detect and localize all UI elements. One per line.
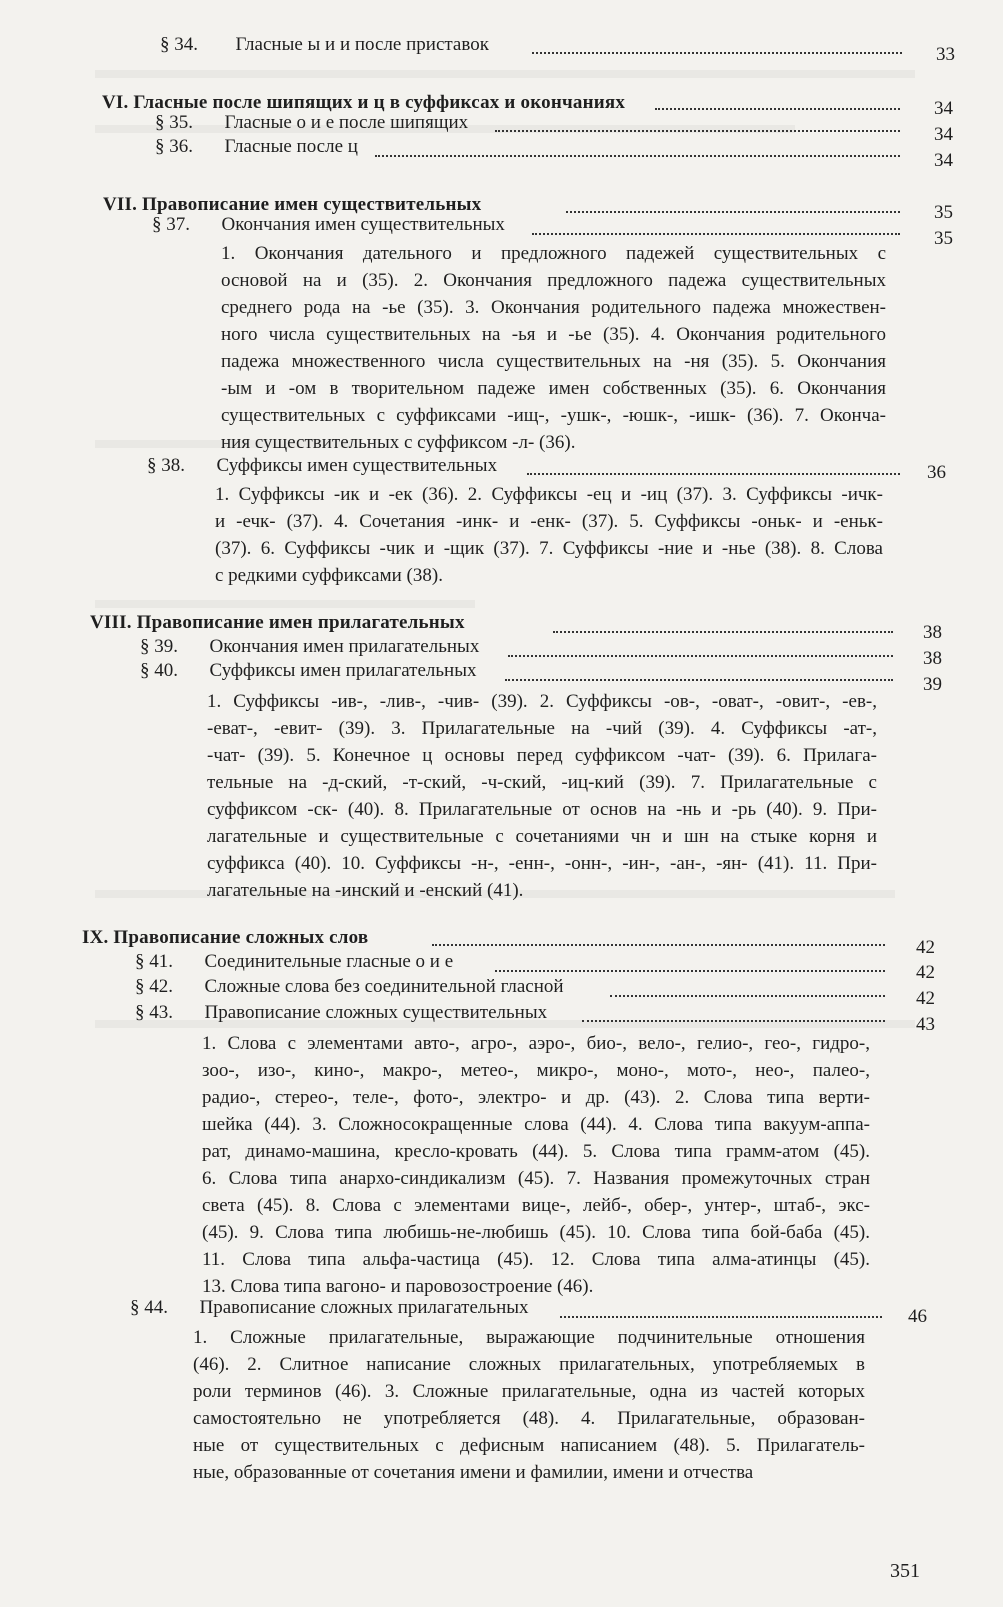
section-title: Окончания имен существительных — [221, 214, 505, 235]
section-label: § 37. — [152, 214, 190, 235]
page-number: 351 — [890, 1560, 920, 1582]
section-title: Гласные ы и и после приставок — [235, 34, 489, 55]
contents-line: суффиксом -ск- (40). 8. Прилагательные от основ на -нь и -рь (40). 9. При- — [207, 799, 877, 820]
contents-line: зоо-, изо-, кино-, макро-, метео-, микро-, моно-, мото-, нео-, палео-, — [202, 1060, 870, 1081]
chapter-heading: VIII. Правописание имен прилагательных — [90, 612, 465, 633]
contents-line: с редкими суффиксами (38). — [215, 565, 443, 586]
contents-line: света (45). 8. Слова с элементами вице-, лейб-, обер-, унтер-, штаб-, экс- — [202, 1195, 870, 1216]
section-contents — [221, 240, 886, 456]
contents-line: (45). 9. Слова типа любишь-не-любишь (45). 10. Слова типа бой-баба (45). — [202, 1222, 870, 1243]
page-ref: 46 — [908, 1306, 927, 1327]
section-label: § 43. — [135, 1002, 173, 1023]
leader-dots — [532, 233, 900, 235]
page-ref: 42 — [916, 962, 935, 983]
section-contents — [193, 1324, 865, 1486]
contents-line: роли терминов (46). 3. Сложные прилагательные, одна из частей которых — [193, 1381, 865, 1402]
contents-line: самостоятельно не употребляется (48). 4. Прилагательные, образован- — [193, 1408, 865, 1429]
contents-line: -еват-, -евит- (39). 3. Прилагательные на -чий (39). 4. Суффиксы -ат-, — [207, 718, 877, 739]
contents-line: тельные на -д-ский, -т-ский, -ч-ский, -иц-кий (39). 7. Прилагательные с — [207, 772, 877, 793]
bleed-through-line — [95, 600, 475, 608]
toc-entry — [135, 951, 453, 973]
leader-dots — [375, 155, 900, 157]
leader-dots — [505, 679, 893, 681]
contents-line: ные, образованные от сочетания имени и фамилии, имени и отчества — [193, 1462, 754, 1483]
section-label: § 44. — [130, 1297, 168, 1318]
contents-line: падежа множественного числа существительных на -ня (35). 5. Окончания — [221, 351, 886, 372]
contents-line: -чат- (39). 5. Конечное ц основы перед суффиксом -чат- (39). 6. Прилага- — [207, 745, 877, 766]
toc-entry — [155, 136, 358, 158]
page-ref: 42 — [916, 937, 935, 958]
contents-line: шейка (44). 3. Сложносокращенные слова (44). 4. Слова типа вакуум-аппа- — [202, 1114, 870, 1135]
contents-line: ния существительных с суффиксом -л- (36). — [221, 432, 576, 453]
contents-line: 1. Сложные прилагательные, выражающие подчинительные отношения — [193, 1327, 865, 1348]
chapter-heading: VI. Гласные после шипящих и ц в суффиксах и окончаниях — [102, 92, 626, 113]
toc-entry — [135, 976, 564, 998]
section-title: Суффиксы имен прилагательных — [209, 660, 477, 681]
contents-line: радио-, стерео-, теле-, фото-, электро- и др. (43). 2. Слова типа верти- — [202, 1087, 870, 1108]
page-ref: 35 — [934, 228, 953, 249]
section-title: Гласные после ц — [224, 136, 358, 157]
leader-dots — [655, 108, 900, 110]
contents-line: ные от существительных с дефисным написанием (48). 5. Прилагатель- — [193, 1435, 865, 1456]
chapter-heading: IX. Правописание сложных слов — [82, 927, 369, 948]
page-ref: 38 — [923, 622, 942, 643]
section-label: § 36. — [155, 136, 193, 157]
leader-dots — [527, 473, 900, 475]
contents-line: существительных с суффиксами -ищ-, -ушк-, -юшк-, -ишк- (36). 7. Оконча- — [221, 405, 886, 426]
section-label: § 41. — [135, 951, 173, 972]
section-title: Соединительные гласные о и е — [204, 951, 454, 972]
leader-dots — [432, 944, 885, 946]
bleed-through-line — [95, 70, 915, 78]
section-title: Правописание сложных прилагательных — [199, 1297, 529, 1318]
contents-line: рат, динамо-машина, кресло-кровать (44). 5. Слова типа грамм-атом (45). — [202, 1141, 870, 1162]
section-label: § 38. — [147, 455, 185, 476]
page-ref: 36 — [927, 462, 946, 483]
section-label: § 35. — [155, 112, 193, 133]
contents-line: ного числа существительных на -ья и -ье (35). 4. Окончания родительного — [221, 324, 886, 345]
toc-entry — [130, 1297, 529, 1319]
leader-dots — [560, 1316, 882, 1318]
contents-line: 1. Суффиксы -ик и -ек (36). 2. Суффиксы -ец и -иц (37). 3. Суффиксы -ичк- — [215, 484, 883, 505]
section-label: § 42. — [135, 976, 173, 997]
toc-entry — [147, 455, 497, 477]
contents-line: (46). 2. Слитное написание сложных прилагательных, употребляемых в — [193, 1354, 865, 1375]
contents-line: 1. Слова с элементами авто-, агро-, аэро-, био-, вело-, гелио-, гео-, гидро-, — [202, 1033, 870, 1054]
page-ref: 42 — [916, 988, 935, 1009]
page-ref: 33 — [936, 44, 955, 65]
contents-line: лагательные на -инский и -енский (41). — [207, 880, 524, 901]
chapter-heading: VII. Правописание имен существительных — [103, 194, 482, 215]
toc-entry — [152, 214, 505, 236]
page-ref: 35 — [934, 202, 953, 223]
contents-line: 13. Слова типа вагоно- и паровозостроение (46). — [202, 1276, 594, 1297]
section-title: Окончания имен прилагательных — [209, 636, 480, 657]
page-ref: 39 — [923, 674, 942, 695]
leader-dots — [495, 130, 900, 132]
section-label: § 40. — [140, 660, 178, 681]
contents-line: основой на и (35). 2. Окончания предложного падежа существительных — [221, 270, 886, 291]
section-title: Сложные слова без соединительной гласной — [204, 976, 564, 997]
section-title: Суффиксы имен существительных — [216, 455, 498, 476]
contents-line: (37). 6. Суффиксы -чик и -щик (37). 7. Суффиксы -ние и -нье (38). 8. Слова — [215, 538, 883, 559]
section-contents — [207, 688, 877, 904]
section-title: Правописание сложных существительных — [204, 1002, 548, 1023]
leader-dots — [495, 970, 885, 972]
page-ref: 34 — [934, 124, 953, 145]
contents-line: суффикса (40). 10. Суффиксы -н-, -енн-, -онн-, -ин-, -ан-, -ян- (41). 11. При- — [207, 853, 877, 874]
leader-dots — [508, 655, 893, 657]
contents-line: -ым и -ом в творительном падеже имен собственных (35). 6. Окончания — [221, 378, 886, 399]
contents-line: 6. Слова типа анархо-синдикализм (45). 7. Названия промежуточных стран — [202, 1168, 870, 1189]
page-ref: 34 — [934, 98, 953, 119]
contents-line: 1. Окончания дательного и предложного падежей существительных с — [221, 243, 886, 264]
page-ref: 43 — [916, 1014, 935, 1035]
section-label: § 39. — [140, 636, 178, 657]
contents-line: и -ечк- (37). 4. Сочетания -инк- и -енк- (37). 5. Суффиксы -оньк- и -еньк- — [215, 511, 883, 532]
toc-entry — [140, 636, 479, 658]
leader-dots — [566, 211, 900, 213]
contents-line: 11. Слова типа альфа-частица (45). 12. Слова типа алма-атинцы (45). — [202, 1249, 870, 1270]
toc-entry — [160, 34, 489, 56]
page-ref: 38 — [923, 648, 942, 669]
section-contents — [215, 481, 883, 589]
leader-dots — [610, 995, 885, 997]
contents-line: среднего рода на -ье (35). 3. Окончания родительного падежа множествен- — [221, 297, 886, 318]
contents-line: лагательные и существительные с сочетаниями чн и шн на стыке корня и — [207, 826, 877, 847]
toc-entry — [155, 112, 468, 134]
toc-entry — [135, 1002, 547, 1024]
page-ref: 34 — [934, 150, 953, 171]
leader-dots — [553, 631, 893, 633]
toc-entry — [140, 660, 476, 682]
leader-dots — [532, 52, 902, 54]
contents-line: 1. Суффиксы -ив-, -лив-, -чив- (39). 2. Суффиксы -ов-, -оват-, -овит-, -ев-, — [207, 691, 877, 712]
leader-dots — [582, 1020, 885, 1022]
section-contents — [202, 1030, 870, 1300]
section-label: § 34. — [160, 34, 198, 55]
section-title: Гласные о и е после шипящих — [224, 112, 469, 133]
